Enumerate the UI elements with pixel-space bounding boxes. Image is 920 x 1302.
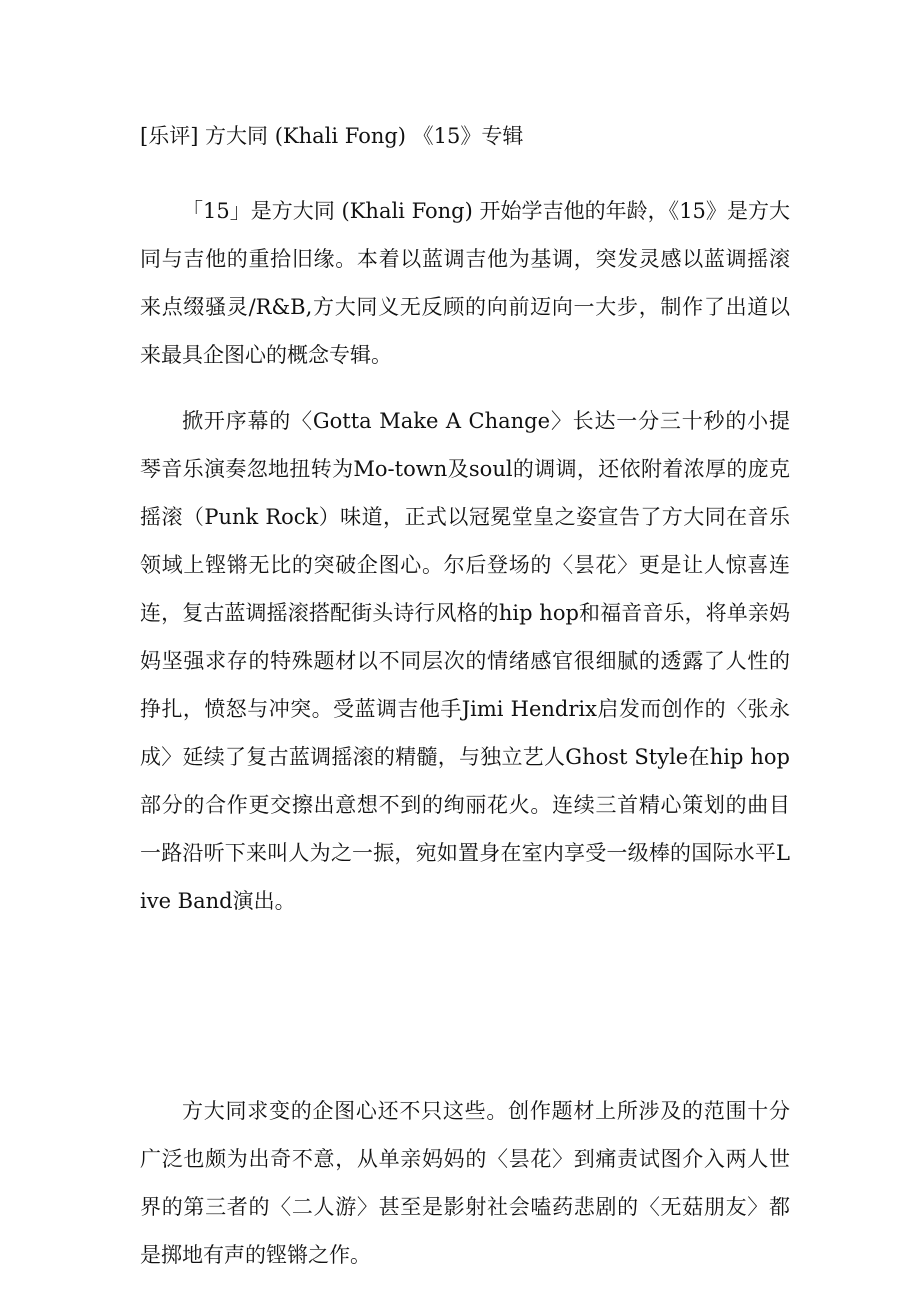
document-title: [乐评] 方大同 (Khali Fong) 《15》专辑: [140, 124, 524, 148]
paragraph-tracks: 掀开序幕的〈Gotta Make A Change〉长达一分三十秒的小提琴音乐演奏忽地扭转为Mo-town及soul的调调，还依附着浓厚的庞克摇滚（Punk Rock）味道，正式以冠冕堂皇之姿宣告了方大同在音乐领域上铿锵无比的突破企图心。尔后登场的〈昙花〉更是让人惊喜连连，复古蓝调摇滚搭配街头诗行风格的hip hop和福音音乐，将单亲妈妈坚强求存的特殊题材以不同层次的情绪感官很细腻的透露了人性的挣扎，愤怒与冲突。受蓝调吉他手Jimi Hendrix启发而创作的〈张永成〉延续了复古蓝调摇滚的精髓，与独立艺人Ghost Style在hip hop部分的合作更交擦出意想不到的绚丽花火。连续三首精心策划的曲目一路沿听下来叫人为之一振，宛如置身在室内享受一级棒的国际水平Live Band演出。: [140, 409, 790, 913]
paragraph-themes: 方大同求变的企图心还不只这些。创作题材上所涉及的范围十分广泛也颇为出奇不意，从单亲妈妈的〈昙花〉到痛责试图介入两人世界的第三者的〈二人游〉甚至是影射社会嗑药悲剧的〈无菇朋友〉都是掷地有声的铿锵之作。: [140, 1099, 790, 1267]
paragraph-intro: 「15」是方大同 (Khali Fong) 开始学吉他的年龄，《15》是方大同与吉他的重拾旧缘。本着以蓝调吉他为基调，突发灵感以蓝调摇滚来点缀骚灵/R&B,方大同义无反顾的向前迈向一大步，制作了出道以来最具企图心的概念专辑。: [140, 199, 790, 367]
